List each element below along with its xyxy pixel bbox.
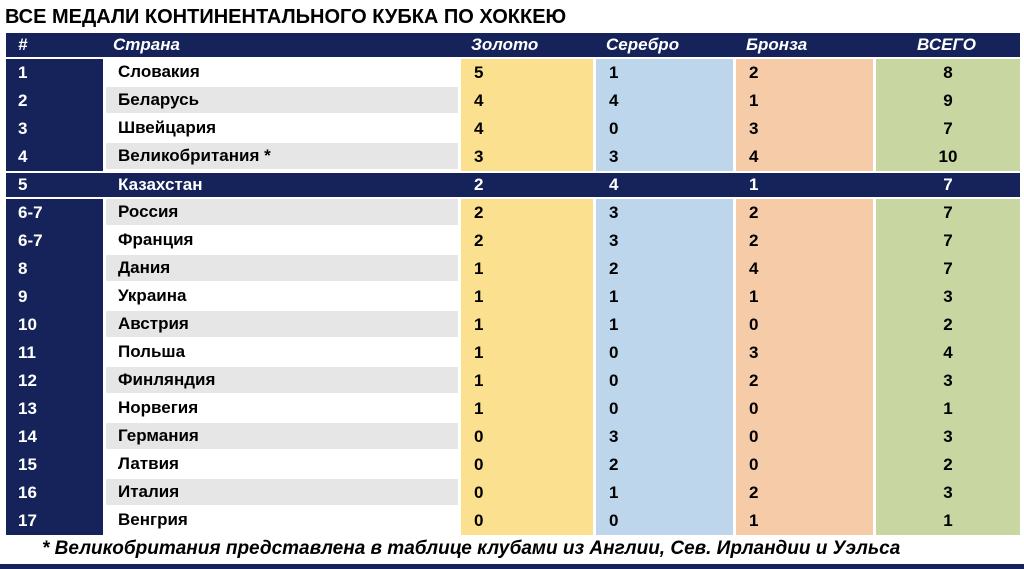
rank-cell: 4 — [6, 143, 103, 171]
header-gold: Золото — [471, 35, 539, 54]
table-row — [6, 199, 1020, 227]
bronze-cell: 2 — [733, 59, 873, 87]
rank-cell: 6-7 — [6, 199, 103, 227]
gold-cell: 4 — [458, 115, 593, 143]
gold-cell: 2 — [458, 173, 593, 197]
table-row — [6, 59, 1020, 87]
table-body — [6, 59, 1020, 535]
silver-cell: 0 — [593, 507, 733, 535]
bronze-cell: 1 — [733, 173, 873, 197]
country-cell: Норвегия — [103, 395, 458, 423]
table-row — [6, 227, 1020, 255]
bronze-cell: 0 — [733, 423, 873, 451]
medals-table — [6, 33, 1020, 535]
table-row — [6, 367, 1020, 395]
bronze-cell: 2 — [733, 479, 873, 507]
country-cell: Беларусь — [103, 87, 458, 115]
bottom-divider-bar — [0, 564, 1024, 569]
bronze-cell: 2 — [733, 199, 873, 227]
table-row — [6, 115, 1020, 143]
silver-cell: 4 — [593, 87, 733, 115]
rank-cell: 3 — [6, 115, 103, 143]
page-title: ВСЕ МЕДАЛИ КОНТИНЕНТАЛЬНОГО КУБКА ПО ХОККЕЮ — [5, 6, 567, 28]
rank-cell: 6-7 — [6, 227, 103, 255]
silver-cell: 0 — [593, 339, 733, 367]
rank-cell: 9 — [6, 283, 103, 311]
country-cell: Венгрия — [103, 507, 458, 535]
bronze-cell: 1 — [733, 283, 873, 311]
total-cell: 7 — [873, 173, 1020, 197]
country-cell: Финляндия — [103, 367, 458, 395]
country-cell: Польша — [103, 339, 458, 367]
bronze-cell: 0 — [733, 311, 873, 339]
bronze-cell: 0 — [733, 451, 873, 479]
gold-cell: 5 — [458, 59, 593, 87]
rank-cell: 14 — [6, 423, 103, 451]
table-row — [6, 143, 1020, 171]
total-cell: 3 — [873, 283, 1020, 311]
gold-cell: 1 — [458, 255, 593, 283]
table-row — [6, 311, 1020, 339]
total-cell: 7 — [873, 255, 1020, 283]
total-cell: 10 — [873, 143, 1020, 171]
silver-cell: 2 — [593, 451, 733, 479]
bronze-cell: 0 — [733, 395, 873, 423]
gold-cell: 1 — [458, 339, 593, 367]
total-cell: 3 — [873, 479, 1020, 507]
header-total: ВСЕГО — [917, 35, 976, 54]
country-cell: Италия — [103, 479, 458, 507]
header-bronze: Бронза — [746, 35, 808, 54]
silver-cell: 1 — [593, 59, 733, 87]
silver-cell: 0 — [593, 395, 733, 423]
total-cell: 3 — [873, 423, 1020, 451]
rank-cell: 5 — [6, 173, 103, 197]
silver-cell: 1 — [593, 283, 733, 311]
country-cell: Россия — [103, 199, 458, 227]
table-row — [6, 395, 1020, 423]
bronze-cell: 2 — [733, 367, 873, 395]
silver-cell: 3 — [593, 143, 733, 171]
table-header-row — [6, 33, 1020, 59]
silver-cell: 2 — [593, 255, 733, 283]
total-cell: 7 — [873, 199, 1020, 227]
total-cell: 1 — [873, 507, 1020, 535]
gold-cell: 4 — [458, 87, 593, 115]
header-country: Страна — [113, 35, 180, 54]
total-cell: 7 — [873, 227, 1020, 255]
total-cell: 9 — [873, 87, 1020, 115]
gold-cell: 2 — [458, 227, 593, 255]
total-cell: 4 — [873, 339, 1020, 367]
rank-cell: 17 — [6, 507, 103, 535]
rank-cell: 8 — [6, 255, 103, 283]
rank-cell: 10 — [6, 311, 103, 339]
table-row — [6, 283, 1020, 311]
total-cell: 1 — [873, 395, 1020, 423]
total-cell: 3 — [873, 367, 1020, 395]
silver-cell: 3 — [593, 423, 733, 451]
gold-cell: 0 — [458, 479, 593, 507]
country-cell: Австрия — [103, 311, 458, 339]
country-cell: Латвия — [103, 451, 458, 479]
header-silver: Серебро — [606, 35, 680, 54]
bronze-cell: 4 — [733, 143, 873, 171]
table-row — [6, 171, 1020, 199]
gold-cell: 0 — [458, 507, 593, 535]
silver-cell: 0 — [593, 367, 733, 395]
table-row — [6, 479, 1020, 507]
total-cell: 8 — [873, 59, 1020, 87]
country-cell: Украина — [103, 283, 458, 311]
silver-cell: 0 — [593, 115, 733, 143]
country-cell: Великобритания * — [103, 143, 458, 171]
total-cell: 2 — [873, 451, 1020, 479]
rank-cell: 1 — [6, 59, 103, 87]
silver-cell: 1 — [593, 479, 733, 507]
gold-cell: 1 — [458, 367, 593, 395]
table-row — [6, 255, 1020, 283]
bronze-cell: 3 — [733, 339, 873, 367]
rank-cell: 2 — [6, 87, 103, 115]
silver-cell: 4 — [593, 173, 733, 197]
country-cell: Швейцария — [103, 115, 458, 143]
table-row — [6, 451, 1020, 479]
footnote: * Великобритания представлена в таблице клубами из Англии, Сев. Ирландии и Уэльса — [42, 538, 901, 559]
rank-cell: 16 — [6, 479, 103, 507]
bronze-cell: 2 — [733, 227, 873, 255]
table-row — [6, 339, 1020, 367]
rank-cell: 12 — [6, 367, 103, 395]
country-cell: Германия — [103, 423, 458, 451]
gold-cell: 0 — [458, 451, 593, 479]
header-rank: # — [18, 35, 28, 54]
bronze-cell: 4 — [733, 255, 873, 283]
gold-cell: 1 — [458, 395, 593, 423]
table-row — [6, 87, 1020, 115]
silver-cell: 3 — [593, 227, 733, 255]
country-cell: Казахстан — [103, 173, 458, 197]
gold-cell: 1 — [458, 283, 593, 311]
silver-cell: 3 — [593, 199, 733, 227]
silver-cell: 1 — [593, 311, 733, 339]
bronze-cell: 3 — [733, 115, 873, 143]
rank-cell: 13 — [6, 395, 103, 423]
total-cell: 2 — [873, 311, 1020, 339]
country-cell: Франция — [103, 227, 458, 255]
gold-cell: 1 — [458, 311, 593, 339]
gold-cell: 0 — [458, 423, 593, 451]
table-row — [6, 507, 1020, 535]
gold-cell: 2 — [458, 199, 593, 227]
country-cell: Дания — [103, 255, 458, 283]
country-cell: Словакия — [103, 59, 458, 87]
total-cell: 7 — [873, 115, 1020, 143]
gold-cell: 3 — [458, 143, 593, 171]
bronze-cell: 1 — [733, 87, 873, 115]
rank-cell: 11 — [6, 339, 103, 367]
table-row — [6, 423, 1020, 451]
bronze-cell: 1 — [733, 507, 873, 535]
rank-cell: 15 — [6, 451, 103, 479]
